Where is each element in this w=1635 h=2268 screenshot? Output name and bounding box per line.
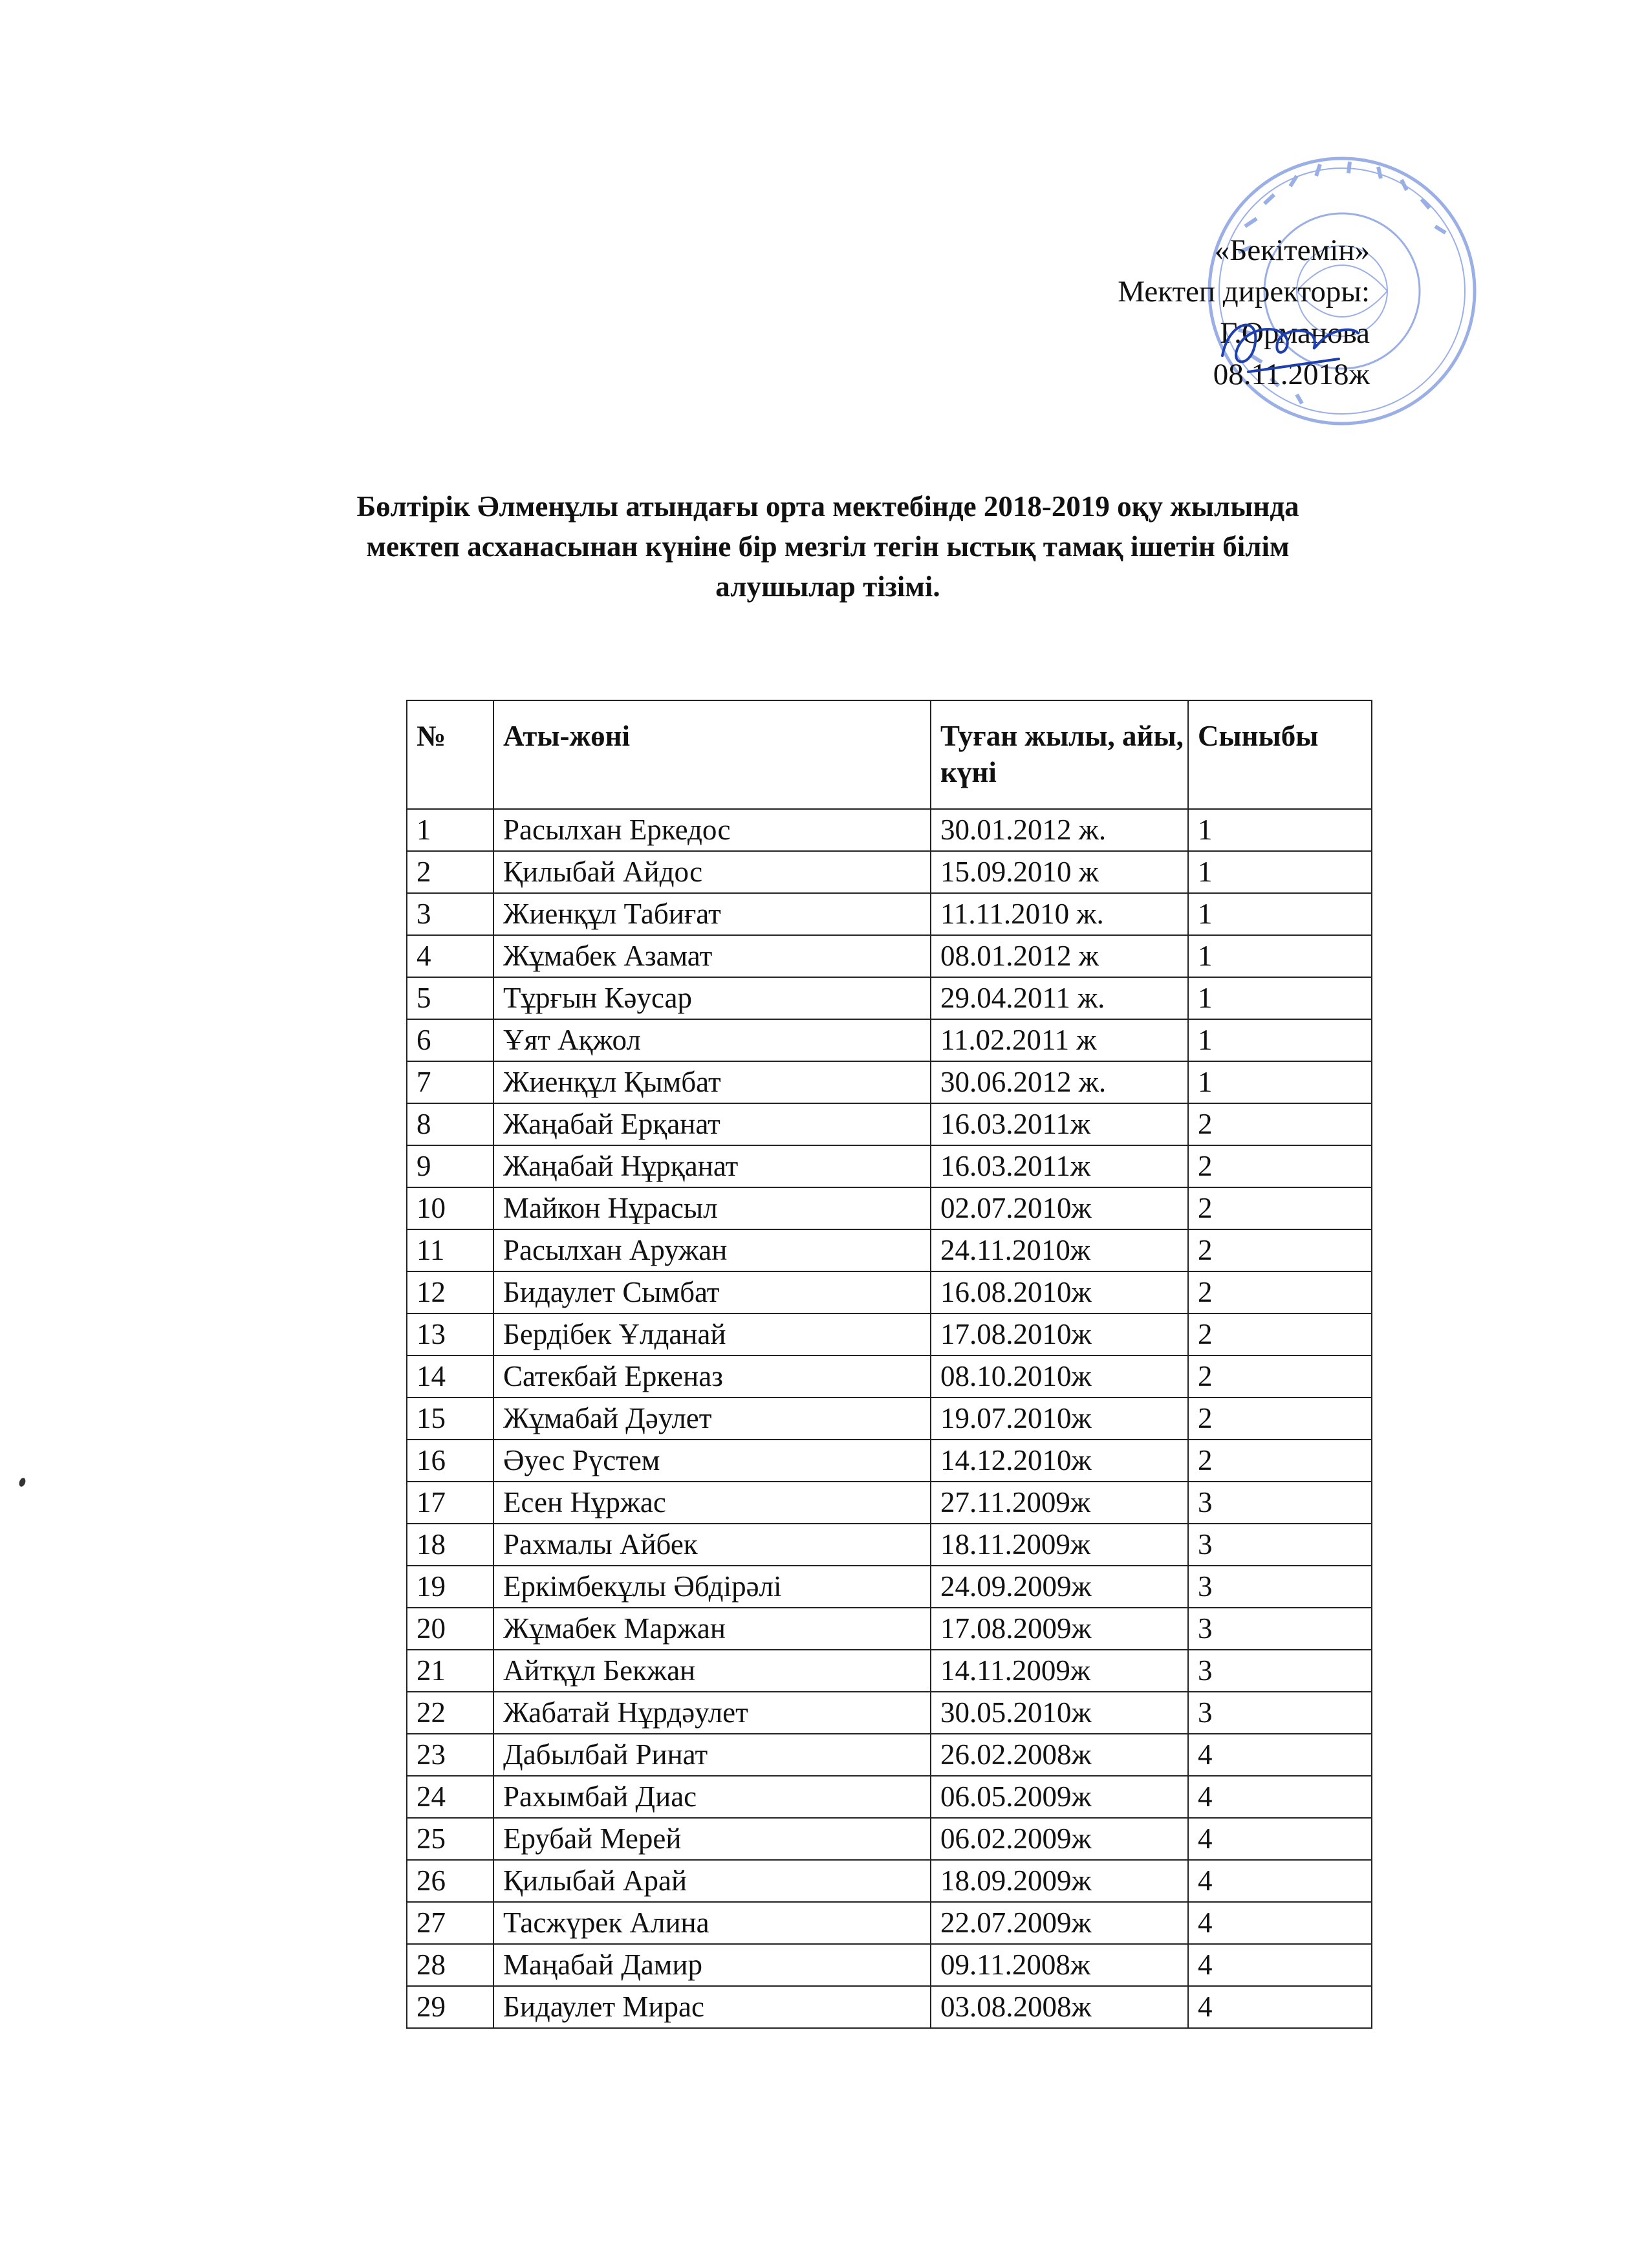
table-row xyxy=(407,851,1372,893)
table-row xyxy=(407,1986,1372,2028)
title-line-2: мектеп асханасынан күніне бір мезгіл тегін ыстық тамақ ішетін білім xyxy=(366,530,1290,563)
row-birth-date: 06.05.2009ж xyxy=(931,1776,1188,1818)
table-row xyxy=(407,1524,1372,1566)
row-full-name: Рахмалы Айбек xyxy=(493,1524,931,1566)
row-number: 2 xyxy=(407,851,493,893)
row-grade: 4 xyxy=(1188,1860,1372,1902)
row-full-name: Жиенқұл Табиғат xyxy=(493,893,931,935)
row-birth-date: 30.05.2010ж xyxy=(931,1692,1188,1734)
row-grade: 1 xyxy=(1188,809,1372,851)
row-number: 14 xyxy=(407,1355,493,1398)
row-full-name: Ұят Ақжол xyxy=(493,1019,931,1061)
header-full-name: Аты-жөні xyxy=(493,700,931,809)
row-grade: 2 xyxy=(1188,1313,1372,1355)
row-grade: 2 xyxy=(1188,1271,1372,1313)
row-number: 25 xyxy=(407,1818,493,1860)
row-full-name: Қилыбай Арай xyxy=(493,1860,931,1902)
row-grade: 3 xyxy=(1188,1608,1372,1650)
document-title xyxy=(272,486,1384,607)
table-row xyxy=(407,1482,1372,1524)
title-line-3: алушылар тізімі. xyxy=(715,570,940,603)
approval-position: Мектеп директоры: xyxy=(1118,275,1370,308)
row-full-name: Есен Нұржас xyxy=(493,1482,931,1524)
row-full-name: Еркімбекұлы Әбдірәлі xyxy=(493,1566,931,1608)
table-row xyxy=(407,1271,1372,1313)
row-grade: 2 xyxy=(1188,1103,1372,1145)
row-full-name: Расылхан Аружан xyxy=(493,1229,931,1271)
row-full-name: Жұмабек Маржан xyxy=(493,1608,931,1650)
row-full-name: Ерубай Мерей xyxy=(493,1818,931,1860)
row-full-name: Әуес Рүстем xyxy=(493,1440,931,1482)
row-grade: 3 xyxy=(1188,1566,1372,1608)
row-birth-date: 27.11.2009ж xyxy=(931,1482,1188,1524)
row-full-name: Бидаулет Мирас xyxy=(493,1986,931,2028)
row-full-name: Жиенқұл Қымбат xyxy=(493,1061,931,1103)
row-full-name: Айтқұл Бекжан xyxy=(493,1650,931,1692)
row-full-name: Жаңабай Ерқанат xyxy=(493,1103,931,1145)
table-row xyxy=(407,1776,1372,1818)
row-grade: 4 xyxy=(1188,1986,1372,2028)
row-birth-date: 24.09.2009ж xyxy=(931,1566,1188,1608)
row-birth-date: 18.11.2009ж xyxy=(931,1524,1188,1566)
row-birth-date: 15.09.2010 ж xyxy=(931,851,1188,893)
row-grade: 4 xyxy=(1188,1944,1372,1986)
row-grade: 3 xyxy=(1188,1524,1372,1566)
table-row xyxy=(407,1103,1372,1145)
row-full-name: Расылхан Еркедос xyxy=(493,809,931,851)
row-birth-date: 19.07.2010ж xyxy=(931,1398,1188,1440)
row-number: 3 xyxy=(407,893,493,935)
row-full-name: Қилыбай Айдос xyxy=(493,851,931,893)
row-full-name: Бидаулет Сымбат xyxy=(493,1271,931,1313)
table-row xyxy=(407,1398,1372,1440)
row-number: 19 xyxy=(407,1566,493,1608)
row-grade: 2 xyxy=(1188,1229,1372,1271)
table-row xyxy=(407,1566,1372,1608)
row-number: 10 xyxy=(407,1187,493,1229)
row-birth-date: 14.11.2009ж xyxy=(931,1650,1188,1692)
row-number: 7 xyxy=(407,1061,493,1103)
row-birth-date: 30.06.2012 ж. xyxy=(931,1061,1188,1103)
table-row xyxy=(407,1145,1372,1187)
row-grade: 3 xyxy=(1188,1482,1372,1524)
row-birth-date: 16.08.2010ж xyxy=(931,1271,1188,1313)
row-number: 9 xyxy=(407,1145,493,1187)
row-number: 6 xyxy=(407,1019,493,1061)
table-row xyxy=(407,1944,1372,1986)
row-number: 27 xyxy=(407,1902,493,1944)
table-body xyxy=(407,809,1372,2028)
row-full-name: Маңабай Дамир xyxy=(493,1944,931,1986)
row-number: 18 xyxy=(407,1524,493,1566)
row-birth-date: 24.11.2010ж xyxy=(931,1229,1188,1271)
row-birth-date: 16.03.2011ж xyxy=(931,1103,1188,1145)
row-grade: 4 xyxy=(1188,1902,1372,1944)
row-full-name: Жұмабек Азамат xyxy=(493,935,931,977)
row-grade: 2 xyxy=(1188,1398,1372,1440)
row-full-name: Бердібек Ұлданай xyxy=(493,1313,931,1355)
row-full-name: Рахымбай Диас xyxy=(493,1776,931,1818)
table-row xyxy=(407,809,1372,851)
scan-speck xyxy=(18,1477,27,1487)
row-birth-date: 17.08.2010ж xyxy=(931,1313,1188,1355)
row-grade: 1 xyxy=(1188,851,1372,893)
table-row xyxy=(407,1902,1372,1944)
row-grade: 4 xyxy=(1188,1776,1372,1818)
table-row xyxy=(407,1187,1372,1229)
row-grade: 3 xyxy=(1188,1650,1372,1692)
row-grade: 1 xyxy=(1188,893,1372,935)
row-number: 20 xyxy=(407,1608,493,1650)
row-birth-date: 03.08.2008ж xyxy=(931,1986,1188,2028)
row-birth-date: 11.11.2010 ж. xyxy=(931,893,1188,935)
row-birth-date: 09.11.2008ж xyxy=(931,1944,1188,1986)
row-birth-date: 30.01.2012 ж. xyxy=(931,809,1188,851)
row-birth-date: 02.07.2010ж xyxy=(931,1187,1188,1229)
table-row xyxy=(407,1734,1372,1776)
row-number: 24 xyxy=(407,1776,493,1818)
row-grade: 1 xyxy=(1188,977,1372,1019)
row-grade: 2 xyxy=(1188,1187,1372,1229)
table-row xyxy=(407,893,1372,935)
row-birth-date: 29.04.2011 ж. xyxy=(931,977,1188,1019)
row-number: 23 xyxy=(407,1734,493,1776)
row-number: 13 xyxy=(407,1313,493,1355)
row-birth-date: 14.12.2010ж xyxy=(931,1440,1188,1482)
row-birth-date: 26.02.2008ж xyxy=(931,1734,1188,1776)
row-full-name: Тұрғын Кәусар xyxy=(493,977,931,1019)
row-full-name: Жұмабай Дәулет xyxy=(493,1398,931,1440)
header-number: № xyxy=(407,700,493,809)
table-row xyxy=(407,1818,1372,1860)
row-grade: 3 xyxy=(1188,1692,1372,1734)
row-number: 1 xyxy=(407,809,493,851)
header-birth-date: Туған жылы, айы, күні xyxy=(931,700,1188,809)
row-grade: 2 xyxy=(1188,1355,1372,1398)
row-number: 11 xyxy=(407,1229,493,1271)
row-full-name: Сатекбай Еркеназ xyxy=(493,1355,931,1398)
row-number: 15 xyxy=(407,1398,493,1440)
row-number: 12 xyxy=(407,1271,493,1313)
table-row xyxy=(407,1019,1372,1061)
table-row xyxy=(407,1355,1372,1398)
row-full-name: Дабылбай Ринат xyxy=(493,1734,931,1776)
table-row xyxy=(407,977,1372,1019)
table-row xyxy=(407,1061,1372,1103)
row-number: 17 xyxy=(407,1482,493,1524)
row-number: 21 xyxy=(407,1650,493,1692)
row-number: 28 xyxy=(407,1944,493,1986)
row-grade: 2 xyxy=(1188,1145,1372,1187)
table-row xyxy=(407,1313,1372,1355)
row-birth-date: 22.07.2009ж xyxy=(931,1902,1188,1944)
row-full-name: Тасжүрек Алина xyxy=(493,1902,931,1944)
row-grade: 1 xyxy=(1188,1061,1372,1103)
table-row xyxy=(407,1440,1372,1482)
table-row xyxy=(407,1229,1372,1271)
row-grade: 4 xyxy=(1188,1818,1372,1860)
row-birth-date: 11.02.2011 ж xyxy=(931,1019,1188,1061)
title-line-1: Бөлтірік Әлменұлы атындағы орта мектебінде 2018-2019 оқу жылында xyxy=(356,490,1299,523)
row-birth-date: 08.10.2010ж xyxy=(931,1355,1188,1398)
row-number: 16 xyxy=(407,1440,493,1482)
row-number: 5 xyxy=(407,977,493,1019)
table-row xyxy=(407,1692,1372,1734)
row-number: 29 xyxy=(407,1986,493,2028)
table-row xyxy=(407,1608,1372,1650)
row-birth-date: 18.09.2009ж xyxy=(931,1860,1188,1902)
row-number: 4 xyxy=(407,935,493,977)
table-row xyxy=(407,1650,1372,1692)
row-birth-date: 06.02.2009ж xyxy=(931,1818,1188,1860)
row-number: 8 xyxy=(407,1103,493,1145)
row-full-name: Жабатай Нұрдәулет xyxy=(493,1692,931,1734)
approval-signatory: Г.Орманова xyxy=(1220,316,1370,350)
handwritten-signature-icon xyxy=(1209,294,1365,385)
row-birth-date: 16.03.2011ж xyxy=(931,1145,1188,1187)
row-full-name: Жаңабай Нұрқанат xyxy=(493,1145,931,1187)
approval-date: 08.11.2018ж xyxy=(1213,358,1370,391)
row-number: 22 xyxy=(407,1692,493,1734)
row-full-name: Майкон Нұрасыл xyxy=(493,1187,931,1229)
table-header-row xyxy=(407,700,1372,809)
table-row xyxy=(407,1860,1372,1902)
approval-heading: «Бекітемін» xyxy=(1214,233,1370,267)
row-grade: 1 xyxy=(1188,935,1372,977)
table-row xyxy=(407,935,1372,977)
row-grade: 4 xyxy=(1188,1734,1372,1776)
row-number: 26 xyxy=(407,1860,493,1902)
row-birth-date: 17.08.2009ж xyxy=(931,1608,1188,1650)
student-list-table xyxy=(406,700,1372,2029)
row-birth-date: 08.01.2012 ж xyxy=(931,935,1188,977)
header-grade: Сыныбы xyxy=(1188,700,1372,809)
row-grade: 2 xyxy=(1188,1440,1372,1482)
row-grade: 1 xyxy=(1188,1019,1372,1061)
